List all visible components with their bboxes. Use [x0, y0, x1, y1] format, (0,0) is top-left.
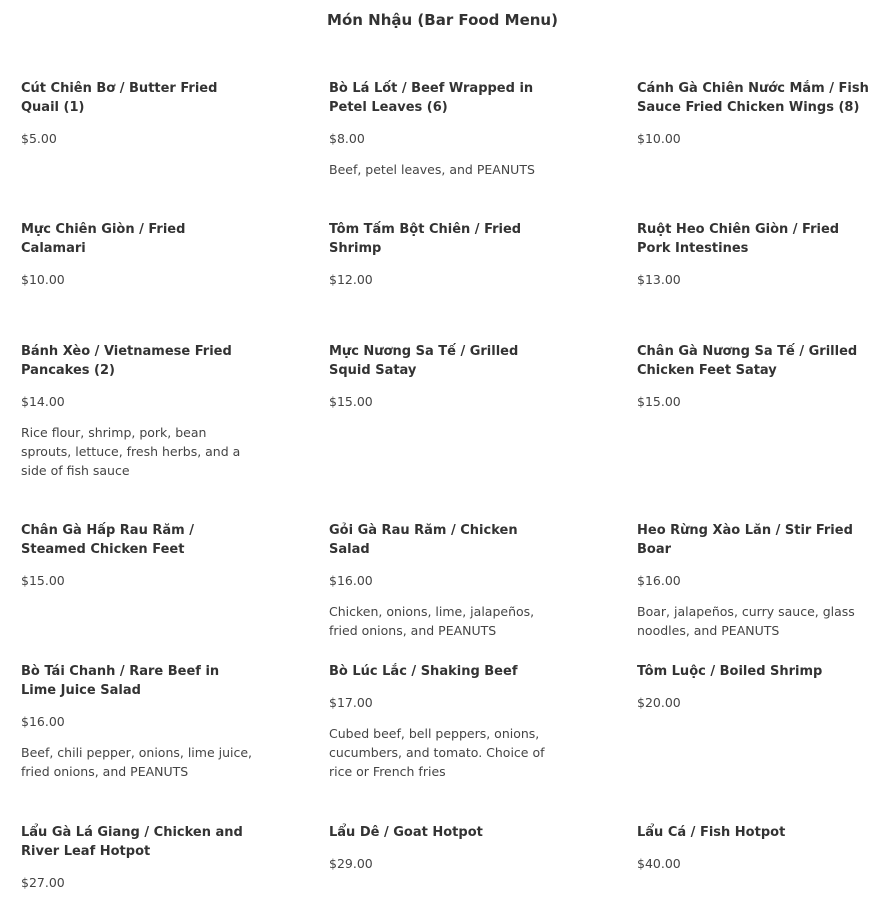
- item-description: Beef, chili pepper, onions, lime juice, fried onions, and PEANUTS: [21, 745, 253, 779]
- item-price: $16.00: [329, 573, 373, 588]
- item-name: Ruột Heo Chiên Giòn / Fried Pork Intestines: [637, 222, 840, 256]
- item-name: Mực Nương Sa Tế / Grilled Squid Satay: [329, 344, 519, 378]
- item-name: Mực Chiên Giòn / Fried Calamari: [21, 222, 186, 256]
- item-price: $10.00: [21, 272, 65, 287]
- item-name: Bò Tái Chanh / Rare Beef in Lime Juice Salad: [21, 664, 220, 698]
- item-description: Chicken, onions, lime, jalapeños, fried onions, and PEANUTS: [329, 604, 535, 638]
- item-name: Chân Gà Hấp Rau Răm / Steamed Chicken Feet: [21, 523, 194, 557]
- item-description: Boar, jalapeños, curry sauce, glass noodles, and PEANUTS: [637, 604, 855, 638]
- item-price: $5.00: [21, 131, 57, 146]
- item-name: Tôm Tấm Bột Chiên / Fried Shrimp: [329, 222, 522, 256]
- item-name: Gỏi Gà Rau Răm / Chicken Salad: [329, 523, 518, 557]
- menu-item: [21, 342, 253, 480]
- item-name: Lẩu Cá / Fish Hotpot: [637, 825, 786, 840]
- item-name: Tôm Luộc / Boiled Shrimp: [637, 664, 823, 679]
- item-name: Bò Lá Lốt / Beef Wrapped in Petel Leaves (6): [329, 81, 534, 115]
- item-price: $15.00: [329, 394, 373, 409]
- item-price: $15.00: [21, 573, 65, 588]
- item-name: Heo Rừng Xào Lăn / Stir Fried Boar: [637, 523, 853, 557]
- item-description: Rice flour, shrimp, pork, bean sprouts, lettuce, fresh herbs, and a side of fish sauce: [21, 425, 241, 478]
- menu-item: [21, 662, 253, 781]
- item-price: $15.00: [637, 394, 681, 409]
- item-name: Bò Lúc Lắc / Shaking Beef: [329, 664, 518, 679]
- item-price: $17.00: [329, 695, 373, 710]
- item-price: $16.00: [21, 714, 65, 729]
- item-price: $29.00: [329, 856, 373, 871]
- item-description: Cubed beef, bell peppers, onions, cucumbers, and tomato. Choice of rice or French fries: [329, 726, 545, 779]
- menu-item: [21, 79, 253, 148]
- item-price: $40.00: [637, 856, 681, 871]
- item-price: $12.00: [329, 272, 373, 287]
- menu-item: [21, 521, 253, 590]
- menu-item: [637, 823, 869, 873]
- menu-item: [329, 342, 561, 411]
- menu-item: [329, 79, 561, 179]
- item-price: $27.00: [21, 875, 65, 890]
- menu-item: [637, 220, 869, 289]
- item-name: Lẩu Dê / Goat Hotpot: [329, 825, 483, 840]
- item-price: $20.00: [637, 695, 681, 710]
- item-description: Beef, petel leaves, and PEANUTS: [329, 162, 535, 177]
- menu-item: [637, 79, 869, 148]
- item-price: $10.00: [637, 131, 681, 146]
- menu-item: [21, 823, 253, 892]
- item-name: Cút Chiên Bơ / Butter Fried Quail (1): [21, 81, 218, 115]
- item-name: Chân Gà Nương Sa Tế / Grilled Chicken Feet Satay: [637, 344, 858, 378]
- menu-item: [329, 823, 561, 873]
- item-name: Bánh Xèo / Vietnamese Fried Pancakes (2): [21, 344, 232, 378]
- menu-item: [637, 521, 869, 640]
- menu-item: [637, 342, 869, 411]
- menu-item: [329, 662, 561, 781]
- menu-item: [329, 220, 561, 289]
- menu-item: [21, 220, 253, 289]
- item-name: Lẩu Gà Lá Giang / Chicken and River Leaf Hotpot: [21, 825, 243, 859]
- menu-title: Món Nhậu (Bar Food Menu): [327, 11, 558, 29]
- item-name: Cánh Gà Chiên Nước Mắm / Fish Sauce Fried Chicken Wings (8): [637, 81, 869, 115]
- item-price: $8.00: [329, 131, 365, 146]
- item-price: $13.00: [637, 272, 681, 287]
- menu-item: [637, 662, 869, 712]
- item-price: $14.00: [21, 394, 65, 409]
- item-price: $16.00: [637, 573, 681, 588]
- menu-item: [329, 521, 561, 640]
